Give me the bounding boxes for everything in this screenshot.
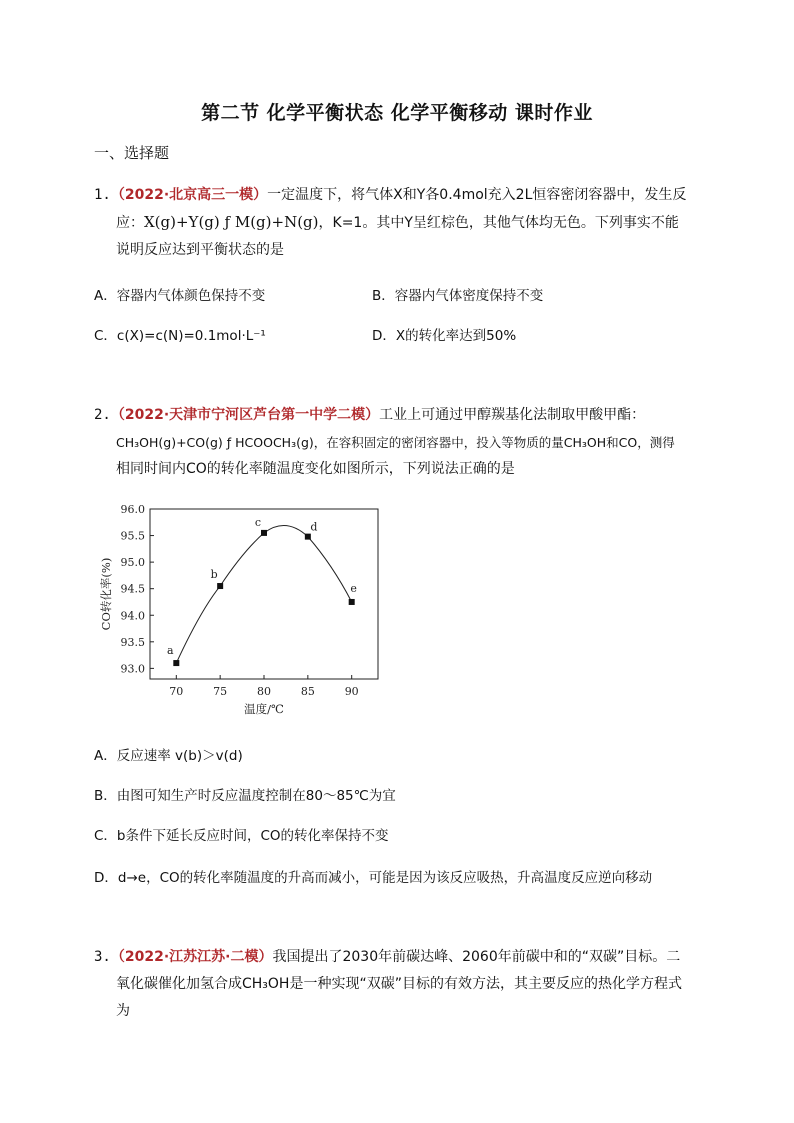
option-d: D．d→e，CO的转化率随温度的升高而减小，可能是因为该反应吸热，升高温度反应逆向移动 xyxy=(94,870,653,886)
data-point xyxy=(173,660,179,666)
question-text-line: ，K=1。其中Y呈红棕色，其他气体均无色。下列事实不能 xyxy=(318,215,679,231)
point-label: b xyxy=(210,568,218,582)
option-d: D．X的转化率达到50% xyxy=(372,328,517,344)
option-b: B．容器内气体密度保持不变 xyxy=(372,288,544,304)
data-point xyxy=(217,583,223,589)
question-number: 3. xyxy=(94,949,111,965)
y-axis-label: CO转化率(%) xyxy=(99,557,113,631)
question-number: 1. xyxy=(94,187,111,203)
option-c: C．c(X)=c(N)=0.1mol·L⁻¹ xyxy=(94,328,266,344)
point-label: a xyxy=(167,644,174,658)
question-text-line: 说明反应达到平衡状态的是 xyxy=(116,242,284,258)
data-point xyxy=(305,534,311,540)
y-tick-label: 96.0 xyxy=(120,503,145,516)
question-source: （2022·天津市宁河区芦台第一中学二模） xyxy=(110,407,380,423)
question-text-line: 工业上可通过甲醇羰基化法制取甲酸甲酯： xyxy=(379,407,646,423)
y-tick-label: 93.0 xyxy=(120,662,145,676)
question-1 xyxy=(94,182,714,264)
section-heading: 一、选择题 xyxy=(94,144,170,162)
y-tick-label: 94.0 xyxy=(120,609,145,623)
y-tick-label: 94.5 xyxy=(120,582,145,596)
question-source: （2022·江苏江苏·二模） xyxy=(110,949,273,965)
x-axis-label: 温度/℃ xyxy=(244,702,284,716)
question-text-line: CH₃OH(g)+CO(g) ƒ HCOOCH₃(g)，在容积固定的密闭容器中，投入等物质的量CH₃OH和CO，测得 xyxy=(116,435,675,450)
x-tick-label: 80 xyxy=(257,685,271,698)
co-conversion-chart xyxy=(94,495,394,725)
question-text-line: 应： xyxy=(116,215,144,231)
series-curve xyxy=(176,526,351,664)
point-label: e xyxy=(350,581,357,595)
question-text-line: 氧化碳催化加氢合成CH₃OH是一种实现“双碳”目标的有效方法，其主要反应的热化学方程式 xyxy=(116,976,682,992)
data-point xyxy=(349,599,355,605)
question-number: 2. xyxy=(94,407,111,423)
question-text-line: 我国提出了2030年前碳达峰、2060年前碳中和的“双碳”目标。二 xyxy=(272,949,681,965)
option-a: A．容器内气体颜色保持不变 xyxy=(94,288,266,304)
x-tick-label: 90 xyxy=(344,685,359,698)
question-text-line: 为 xyxy=(116,1003,130,1019)
data-point xyxy=(261,530,267,536)
question-3 xyxy=(94,944,714,1025)
question-2 xyxy=(94,402,734,483)
question-text-line: 一定温度下，将气体X和Y各0.4mol充入2L恒容密闭容器中，发生反 xyxy=(267,187,687,203)
page-title: 第二节 化学平衡状态 化学平衡移动 课时作业 xyxy=(201,102,593,124)
point-label: c xyxy=(254,515,262,529)
equation: X(g)+Y(g) ƒ M(g)+N(g) xyxy=(144,213,319,231)
point-label: d xyxy=(310,520,318,534)
y-tick-label: 95.5 xyxy=(120,529,145,543)
question-text-line: 相同时间内CO的转化率随温度变化如图所示，下列说法正确的是 xyxy=(116,461,515,477)
question-source: （2022·北京高三一模） xyxy=(110,187,268,203)
option-a: A．反应速率 v(b)＞v(d) xyxy=(94,748,243,764)
option-b: B．由图可知生产时反应温度控制在80～85℃为宜 xyxy=(94,788,396,804)
y-tick-label: 93.5 xyxy=(120,635,145,649)
x-tick-label: 75 xyxy=(213,685,228,698)
x-tick-label: 70 xyxy=(169,685,184,698)
option-c: C．b条件下延长反应时间，CO的转化率保持不变 xyxy=(94,828,389,844)
y-tick-label: 95.0 xyxy=(120,556,145,570)
x-tick-label: 85 xyxy=(300,685,315,698)
